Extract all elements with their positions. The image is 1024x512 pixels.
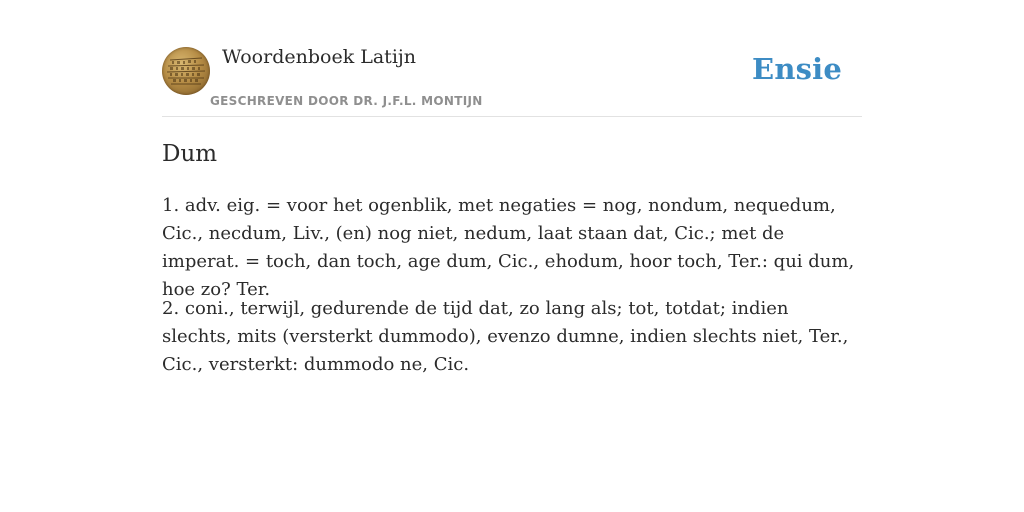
definition-paragraph: 1. adv. eig. = voor het ogenblik, met negaties = nog, nondum, nequedum, Cic., necdum, Liv., (en) nog niet, nedum, laat staan dat, Cic.; met de imperat. = toch, dan toch, age dum, Cic., ehodum, hoor toch, Ter.: qui dum, hoe zo? Ter. [162,195,855,300]
definition-paragraph: 2. coni., terwijl, gedurende de tijd dat, zo lang als; tot, totdat; indien slechts, mits (versterkt dummodo), evenzo dumne, indien slechts niet, Ter., Cic., versterkt: dummodo ne, Cic. [162,298,849,375]
dictionary-title[interactable]: Woordenboek Latijn [222,46,417,68]
page-header [162,0,862,117]
ensie-logo-link[interactable]: Ensie [752,52,842,86]
entry-title: Dum [162,141,218,167]
page-container [162,0,862,375]
latin-inscription-coin-icon[interactable] [162,47,210,95]
author-byline: GESCHREVEN DOOR DR. J.F.L. MONTIJN [210,94,483,108]
